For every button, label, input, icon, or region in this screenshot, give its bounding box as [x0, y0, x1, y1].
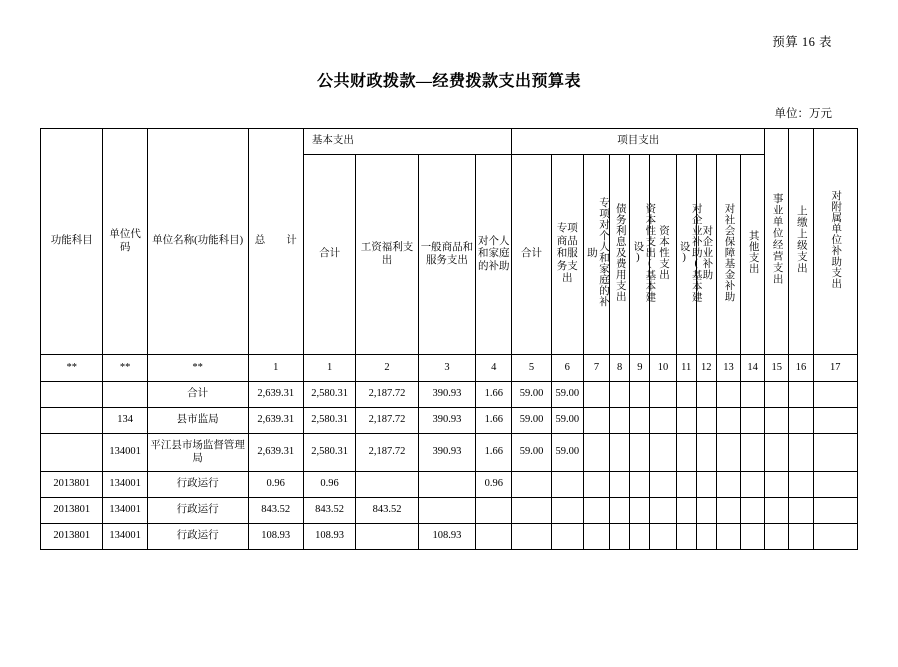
header-func-code: 功能科目	[41, 129, 103, 355]
cell-unit-name: 平江县市场监督管理局	[147, 434, 248, 472]
cell-unit-name: 行政运行	[147, 472, 248, 498]
cell-c12	[696, 382, 716, 408]
cell-c7	[583, 434, 609, 472]
colnum-cell: 2	[356, 355, 418, 382]
unit-note: 单位：万元	[774, 108, 832, 120]
cell-func-code: 2013801	[41, 472, 103, 498]
cell-special-goods-services: 59.00	[551, 434, 583, 472]
colnum-cell: 3	[418, 355, 475, 382]
cell-basic-total: 108.93	[303, 524, 355, 550]
page-title: 公共财政拨款—经费拨款支出预算表	[316, 73, 581, 90]
cell-basic-total: 2,580.31	[303, 408, 355, 434]
cell-c8	[610, 498, 630, 524]
cell-goods-services	[418, 472, 475, 498]
header-goods-services: 一般商品和服务支出	[418, 155, 475, 355]
cell-c7	[583, 408, 609, 434]
cell-c16	[789, 408, 813, 434]
cell-c9	[630, 524, 650, 550]
cell-c15	[765, 472, 789, 498]
header-salary-welfare: 工资福利支出	[356, 155, 418, 355]
cell-c8	[610, 524, 630, 550]
colnum-cell: 1	[303, 355, 355, 382]
cell-c15	[765, 434, 789, 472]
cell-unit-code: 134	[103, 408, 147, 434]
cell-c12	[696, 434, 716, 472]
colnum-cell: 1	[248, 355, 303, 382]
header-group-project: 项目支出	[512, 129, 765, 155]
colnum-cell: 15	[765, 355, 789, 382]
cell-c8	[610, 408, 630, 434]
cell-c8	[610, 434, 630, 472]
header-enterprise-subsidy-basic: 对企业补助(基本建设)	[676, 155, 696, 355]
header-social-security-subsidy: 对社会保障基金补助	[716, 155, 740, 355]
cell-c10	[650, 498, 676, 524]
cell-c14	[741, 434, 765, 472]
colnum-cell: 4	[476, 355, 512, 382]
cell-func-code: 2013801	[41, 498, 103, 524]
colnum-cell: 7	[583, 355, 609, 382]
cell-unit-name: 行政运行	[147, 524, 248, 550]
cell-goods-services	[418, 498, 475, 524]
cell-goods-services: 390.93	[418, 382, 475, 408]
header-business-operation: 事业单位经营支出	[765, 129, 789, 355]
cell-unit-code: 134001	[103, 434, 147, 472]
colnum-cell: 13	[716, 355, 740, 382]
cell-unit-code	[103, 382, 147, 408]
cell-special-goods-services	[551, 498, 583, 524]
cell-c10	[650, 382, 676, 408]
cell-c9	[630, 382, 650, 408]
cell-c9	[630, 408, 650, 434]
header-group-basic: 基本支出	[303, 129, 512, 155]
cell-goods-services: 108.93	[418, 524, 475, 550]
header-debt-interest: 债务利息及费用支出	[610, 155, 630, 355]
cell-func-code	[41, 408, 103, 434]
cell-c17	[813, 434, 857, 472]
cell-total: 2,639.31	[248, 434, 303, 472]
table-row	[41, 498, 858, 524]
cell-c12	[696, 472, 716, 498]
table-row	[41, 434, 858, 472]
cell-c14	[741, 498, 765, 524]
cell-c10	[650, 472, 676, 498]
cell-c14	[741, 472, 765, 498]
colnum-cell: 10	[650, 355, 676, 382]
cell-c11	[676, 472, 696, 498]
cell-c9	[630, 434, 650, 472]
colnum-cell: **	[41, 355, 103, 382]
cell-c13	[716, 498, 740, 524]
cell-total: 843.52	[248, 498, 303, 524]
cell-c7	[583, 382, 609, 408]
table-group-header-row	[41, 129, 858, 155]
table-row	[41, 524, 858, 550]
cell-c16	[789, 524, 813, 550]
cell-c16	[789, 382, 813, 408]
cell-personal-family: 1.66	[476, 408, 512, 434]
colnum-cell: 17	[813, 355, 857, 382]
cell-func-code	[41, 382, 103, 408]
colnum-cell: 16	[789, 355, 813, 382]
header-capital: 资本性支出	[650, 155, 676, 355]
cell-total: 2,639.31	[248, 382, 303, 408]
cell-c11	[676, 498, 696, 524]
cell-c11	[676, 524, 696, 550]
cell-salary-welfare: 2,187.72	[356, 408, 418, 434]
cell-salary-welfare	[356, 472, 418, 498]
header-special-goods-services: 专项商品和服务支出	[551, 155, 583, 355]
cell-total: 108.93	[248, 524, 303, 550]
cell-special-goods-services	[551, 524, 583, 550]
colnum-cell: 12	[696, 355, 716, 382]
cell-special-goods-services: 59.00	[551, 382, 583, 408]
cell-c13	[716, 382, 740, 408]
colnum-cell: 11	[676, 355, 696, 382]
form-number: 预算 16 表	[772, 35, 832, 49]
cell-personal-family: 1.66	[476, 382, 512, 408]
cell-c8	[610, 382, 630, 408]
cell-c17	[813, 472, 857, 498]
cell-c12	[696, 524, 716, 550]
cell-project-total	[512, 524, 551, 550]
cell-goods-services: 390.93	[418, 408, 475, 434]
cell-c7	[583, 524, 609, 550]
header-project-total: 合计	[512, 155, 551, 355]
cell-c14	[741, 408, 765, 434]
table-row	[41, 472, 858, 498]
cell-project-total	[512, 498, 551, 524]
document-page	[0, 32, 898, 667]
cell-basic-total: 2,580.31	[303, 382, 355, 408]
cell-personal-family: 1.66	[476, 434, 512, 472]
cell-unit-code: 134001	[103, 472, 147, 498]
budget-table	[40, 128, 858, 550]
cell-unit-name: 合计	[147, 382, 248, 408]
cell-unit-code: 134001	[103, 498, 147, 524]
cell-project-total: 59.00	[512, 408, 551, 434]
cell-c17	[813, 382, 857, 408]
cell-c10	[650, 408, 676, 434]
colnum-cell: 6	[551, 355, 583, 382]
cell-func-code: 2013801	[41, 524, 103, 550]
colnum-cell: 14	[741, 355, 765, 382]
cell-c13	[716, 524, 740, 550]
cell-personal-family	[476, 498, 512, 524]
header-other: 其他支出	[741, 155, 765, 355]
cell-special-goods-services	[551, 472, 583, 498]
cell-c7	[583, 472, 609, 498]
cell-c17	[813, 408, 857, 434]
header-unit-code: 单位代码	[103, 129, 147, 355]
table-row	[41, 382, 858, 408]
cell-c13	[716, 434, 740, 472]
cell-special-goods-services: 59.00	[551, 408, 583, 434]
cell-c8	[610, 472, 630, 498]
cell-personal-family: 0.96	[476, 472, 512, 498]
cell-unit-name: 县市监局	[147, 408, 248, 434]
header-basic-total: 合计	[303, 155, 355, 355]
cell-total: 0.96	[248, 472, 303, 498]
cell-salary-welfare: 843.52	[356, 498, 418, 524]
colnum-cell: **	[147, 355, 248, 382]
cell-basic-total: 843.52	[303, 498, 355, 524]
cell-unit-name: 行政运行	[147, 498, 248, 524]
cell-c10	[650, 434, 676, 472]
cell-basic-total: 2,580.31	[303, 434, 355, 472]
cell-salary-welfare: 2,187.72	[356, 382, 418, 408]
cell-c11	[676, 382, 696, 408]
header-capital-basic: 资本性支出(基本建设)	[630, 155, 650, 355]
cell-c10	[650, 524, 676, 550]
cell-total: 2,639.31	[248, 408, 303, 434]
table-row	[41, 408, 858, 434]
cell-c12	[696, 498, 716, 524]
cell-c16	[789, 498, 813, 524]
header-special-personal-family: 专项对个人和家庭的补助	[583, 155, 609, 355]
header-upper-level: 上缴上级支出	[789, 129, 813, 355]
cell-basic-total: 0.96	[303, 472, 355, 498]
cell-c16	[789, 472, 813, 498]
cell-c13	[716, 472, 740, 498]
cell-goods-services: 390.93	[418, 434, 475, 472]
cell-c16	[789, 434, 813, 472]
table-column-number-row	[41, 355, 858, 382]
cell-c12	[696, 408, 716, 434]
cell-func-code	[41, 434, 103, 472]
cell-project-total	[512, 472, 551, 498]
cell-c15	[765, 524, 789, 550]
cell-c14	[741, 382, 765, 408]
cell-c15	[765, 408, 789, 434]
cell-c17	[813, 524, 857, 550]
cell-salary-welfare: 2,187.72	[356, 434, 418, 472]
header-total: 总 计	[248, 129, 303, 355]
cell-c14	[741, 524, 765, 550]
cell-salary-welfare	[356, 524, 418, 550]
cell-unit-code: 134001	[103, 524, 147, 550]
colnum-cell: 8	[610, 355, 630, 382]
cell-project-total: 59.00	[512, 434, 551, 472]
colnum-cell: 9	[630, 355, 650, 382]
cell-c7	[583, 498, 609, 524]
cell-c9	[630, 498, 650, 524]
header-personal-family: 对个人和家庭的补助	[476, 155, 512, 355]
cell-c11	[676, 434, 696, 472]
cell-c13	[716, 408, 740, 434]
header-enterprise-subsidy: 对企业补助	[696, 155, 716, 355]
cell-project-total: 59.00	[512, 382, 551, 408]
header-affiliated-subsidy: 对附属单位补助支出	[813, 129, 857, 355]
cell-personal-family	[476, 524, 512, 550]
cell-c15	[765, 382, 789, 408]
cell-c9	[630, 472, 650, 498]
colnum-cell: **	[103, 355, 147, 382]
cell-c11	[676, 408, 696, 434]
cell-c15	[765, 498, 789, 524]
colnum-cell: 5	[512, 355, 551, 382]
cell-c17	[813, 498, 857, 524]
header-unit-name: 单位名称(功能科目)	[147, 129, 248, 355]
